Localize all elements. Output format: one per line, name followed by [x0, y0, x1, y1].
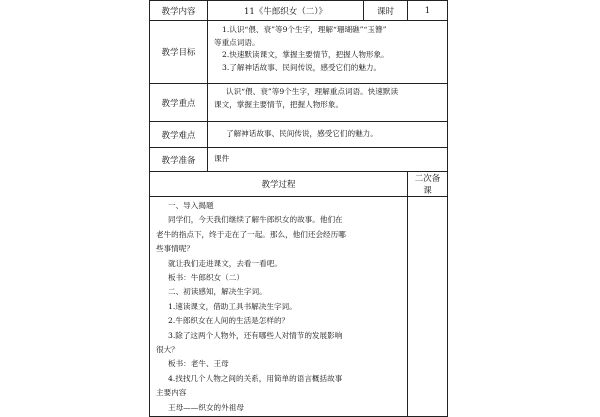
key-points-content — [208, 84, 448, 122]
difficulties-label: 教学难点 — [150, 122, 208, 148]
difficulties-content — [208, 122, 448, 148]
goal-line: 3.了解神话故事、民间传说，感受它们的魅力。 — [222, 62, 382, 72]
process-line: 些事情呢？ — [156, 244, 194, 254]
second-prep-label: 二次备课 — [408, 172, 448, 197]
preparation-content — [208, 148, 448, 172]
key-points-label: 教学重点 — [150, 84, 208, 122]
process-line: 很大？ — [156, 345, 179, 355]
goals-content — [208, 21, 448, 84]
lesson-title: 11《牛郎织女（二）》 — [208, 1, 364, 21]
process-line: 2.牛郎织女在人间的生活是怎样的？ — [168, 316, 290, 326]
goal-line: 2.快速默读课文，掌握主要情节，把握人物形象。 — [222, 50, 389, 60]
goals-row — [150, 21, 448, 84]
lesson-plan-table — [149, 0, 448, 417]
process-line: 板书：老牛、王母 — [168, 359, 229, 369]
process-line: 1.速读课文，借助工具书解决生字词。 — [168, 301, 297, 311]
preparation-text: 课件 — [214, 154, 230, 164]
process-line: 主要内容 — [156, 388, 187, 398]
process-line: 板书：牛郎织女（二） — [168, 273, 244, 283]
goal-line: 等重点词语。 — [214, 37, 260, 47]
process-line: 老牛的指点下，终于走在了一起。那么，他们还会经历哪 — [156, 229, 346, 239]
process-header-row — [150, 172, 448, 197]
process-line: 3.除了这两个人物外，还有哪些人对情节的发展影响 — [168, 330, 343, 340]
goal-line: 1.认识“偎、衰”等9个生字，理解“珊瑚礁”“玉簪” — [222, 25, 387, 34]
hours-label: 课时 — [364, 1, 408, 21]
hours-value: 1 — [408, 1, 448, 21]
process-line: 王母——织女的外祖母 — [168, 402, 244, 412]
key-points-row — [150, 84, 448, 122]
key-point-line: 认识“偎、衰”等9个生字，理解重点词语。快速默读 — [226, 87, 399, 96]
content-label: 教学内容 — [150, 1, 208, 21]
key-point-line: 课文，掌握主要情节，把握人物形象。 — [214, 99, 344, 109]
process-label: 教学过程 — [150, 172, 408, 197]
difficulties-text: 了解神话故事、民间传说，感受它们的魅力。 — [226, 129, 378, 139]
process-row — [150, 197, 448, 417]
process-line: 同学们，今天我们继续了解牛郎织女的故事。他们在 — [168, 215, 343, 225]
goals-label: 教学目标 — [150, 21, 208, 84]
process-line: 4.找找几个人物之间的关系，用简单的语言概括故事 — [168, 373, 343, 383]
process-content — [150, 197, 408, 417]
second-prep-content — [408, 197, 448, 417]
process-line: 一、导入揭题 — [168, 201, 214, 210]
preparation-row — [150, 148, 448, 172]
difficulties-row — [150, 122, 448, 148]
process-line: 就让我们走进课文，去看一看吧。 — [168, 258, 282, 268]
process-line: 二、初读感知，解决生字词。 — [168, 287, 267, 297]
header-row — [150, 1, 448, 21]
preparation-label: 教学准备 — [150, 148, 208, 172]
